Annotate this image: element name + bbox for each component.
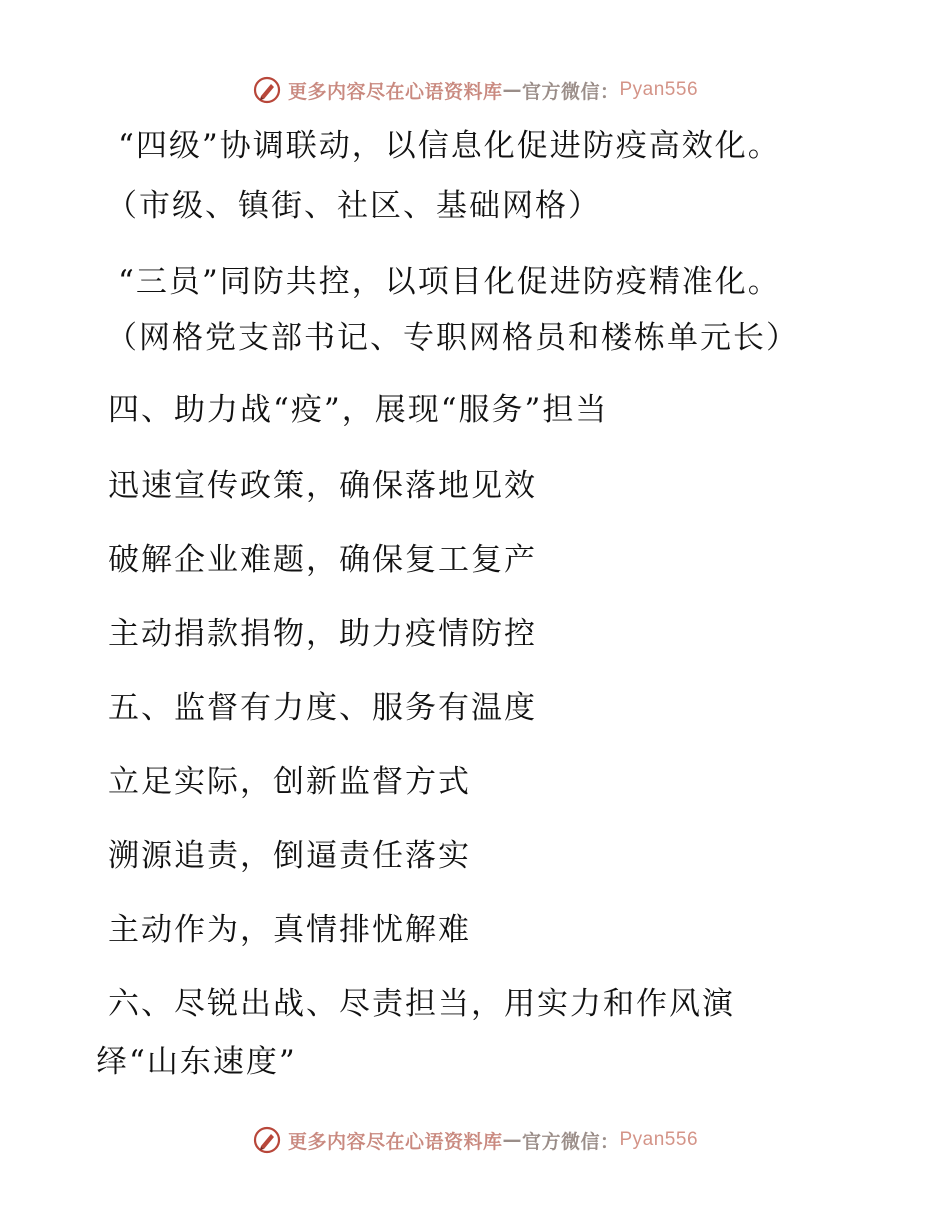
text-line: （网格党支部书记、专职网格员和楼栋单元长） [106,320,799,356]
text-line: “三员”同防共控，以项目化促进防疫精准化。 [118,264,781,300]
text-line: 立足实际，创新监督方式 [108,764,471,800]
footer-watermark [0,1120,950,1160]
pen-logo-icon [252,1125,282,1155]
watermark-main-text: 更多内容尽在心语资料库 [287,1130,503,1153]
watermark-wechat-id: Pyan556 [619,79,699,100]
section-heading: 六、尽锐出战、尽责担当，用实力和作风演 [108,986,735,1022]
section-heading: 五、监督有力度、服务有温度 [108,690,537,726]
text-line: “四级”协调联动，以信息化促进防疫高效化。 [118,128,781,164]
watermark-wechat-id: Pyan556 [619,1129,699,1150]
watermark-dash: — [502,1129,522,1151]
text-line: 破解企业难题，确保复工复产 [108,542,537,578]
section-heading: 四、助力战“疫”，展现“服务”担当 [108,392,609,428]
watermark-label: 官方微信： [521,1130,620,1153]
watermark-dash: — [502,79,522,101]
section-heading-continued: 绎“山东速度” [96,1044,297,1080]
text-line: 主动捐款捐物，助力疫情防控 [108,616,537,652]
text-line: （市级、镇街、社区、基础网格） [106,188,601,224]
watermark-label: 官方微信： [521,80,620,103]
text-line: 主动作为，真情排忧解难 [108,912,471,948]
text-line: 溯源追责，倒逼责任落实 [108,838,471,874]
watermark-main-text: 更多内容尽在心语资料库 [287,80,503,103]
text-line: 迅速宣传政策，确保落地见效 [108,468,537,504]
